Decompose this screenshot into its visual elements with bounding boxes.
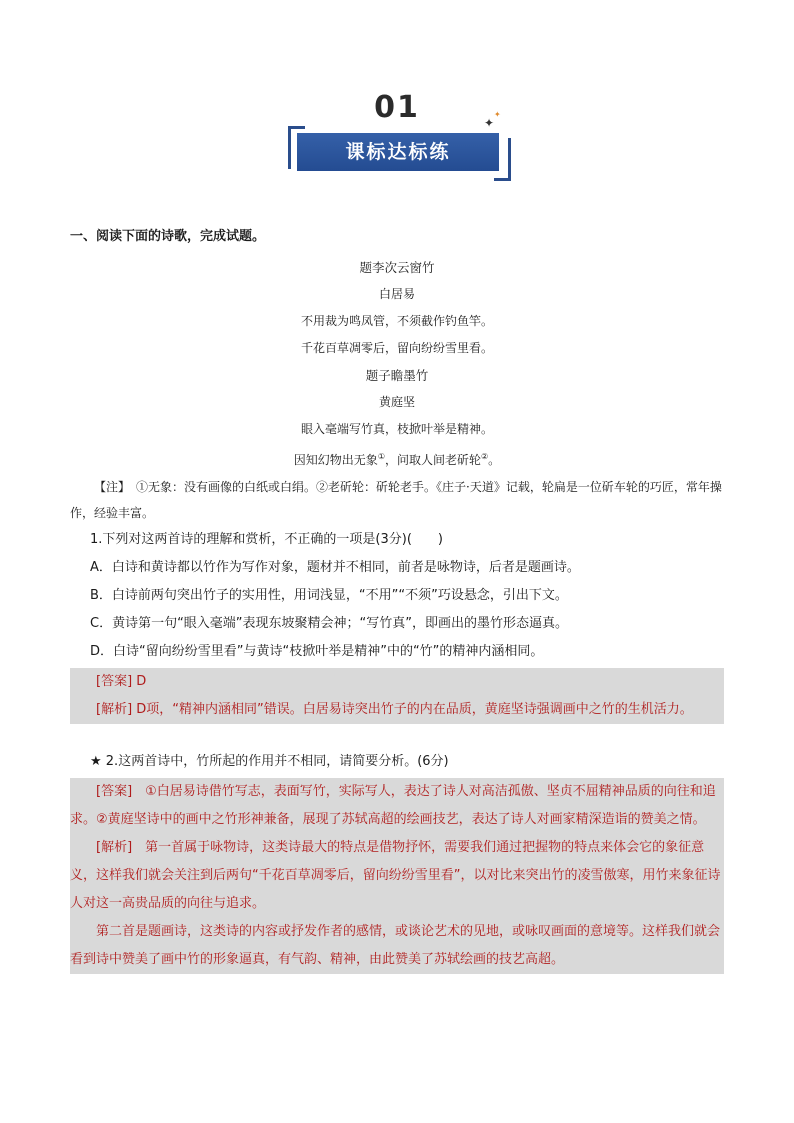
section-number: 01 — [374, 90, 420, 125]
footnote-mark: ② — [481, 452, 489, 461]
option-a: A．白诗和黄诗都以竹作为写作对象，题材并不相同，前者是咏物诗，后者是题画诗。 — [90, 560, 580, 575]
poem-text: 。 — [488, 453, 501, 467]
poem-line: 眼入毫端写竹真，枝掀叶举是精神。 — [300, 422, 493, 436]
poem-title: 题李次云窗竹 — [359, 260, 435, 275]
document-body — [70, 225, 724, 974]
poem-author: 黄庭坚 — [378, 395, 415, 409]
section-title: 一、阅读下面的诗歌，完成试题。 — [70, 229, 266, 244]
analysis-text: [解析] D项，“精神内涵相同”错误。白居易诗突出竹子的内在品质，黄庭坚诗强调画中之竹的生机活力。 — [96, 702, 693, 717]
option-d: D．白诗“留向纷纷雪里看”与黄诗“枝掀叶举是精神”中的“竹”的精神内涵相同。 — [90, 644, 544, 659]
poem-line: 千花百草凋零后，留向纷纷雪里看。 — [300, 341, 493, 355]
answer-box — [70, 778, 724, 974]
option-c: C．黄诗第一句“眼入毫端”表现东坡聚精会神；“写竹真”，即画出的墨竹形态逼真。 — [90, 616, 569, 631]
footnote-mark: ① — [377, 452, 385, 461]
poem-line — [70, 443, 724, 474]
question-2 — [70, 748, 724, 974]
answer-box — [70, 668, 724, 724]
answer-text: [答案] ①白居易诗借竹写志，表面写竹，实际写人，表达了诗人对高洁孤傲、坚贞不屈精神品质的向往和追求。②黄庭坚诗中的画中之竹形神兼备，展现了苏轼高超的绘画技艺，表达了诗人对画家精深造诣的赞美之情。 — [70, 784, 716, 827]
poem-text: ，问取人间老斫轮 — [384, 453, 481, 467]
option-b: B．白诗前两句突出竹子的实用性，用词浅显，“不用”“不须”巧设悬念，引出下文。 — [90, 588, 568, 603]
poem-notes: 【注】 ①无象：没有画像的白纸或白绢。②老斫轮：斫轮老手。《庄子·天道》记载，轮扁是一位斫车轮的巧匠，常年操作，经验丰富。 — [70, 480, 722, 520]
analysis-text: 第二首是题画诗，这类诗的内容或抒发作者的感情，或谈论艺术的见地，或咏叹画面的意境等。这样我们就会看到诗中赞美了画中竹的形象逼真，有气韵、精神，由此赞美了苏轼绘画的技艺高超。 — [70, 924, 721, 967]
question-stem: 1.下列对这两首诗的理解和赏析，不正确的一项是(3分)( ) — [90, 532, 443, 547]
poem-text: 因知幻物出无象 — [293, 453, 378, 467]
poem-author: 白居易 — [378, 287, 415, 301]
question-stem: ★ 2.这两首诗中，竹所起的作用并不相同，请简要分析。(6分) — [90, 754, 449, 769]
small-sparkle-icon: ✦ — [494, 110, 501, 119]
section-banner: 课标达标练 — [297, 133, 499, 171]
poem-1 — [70, 254, 724, 362]
sparkle-icon: ✦ — [484, 116, 495, 130]
poem-line: 不用裁为鸣凤管，不须截作钓鱼竿。 — [300, 314, 493, 328]
question-1 — [70, 526, 724, 724]
analysis-text: [解析] 第一首属于咏物诗，这类诗最大的特点是借物抒怀，需要我们通过把握物的特点来体会它的象征意义，这样我们就会关注到后两句“千花百草凋零后，留向纷纷雪里看”，以对比来突出竹的凌雪傲寒，用竹来象征诗人对这一高贵品质的向往与追求。 — [70, 840, 721, 911]
answer-text: [答案] D — [96, 674, 147, 689]
poem-title: 题子瞻墨竹 — [365, 368, 429, 383]
section-header — [0, 90, 794, 190]
poem-2 — [70, 362, 724, 474]
